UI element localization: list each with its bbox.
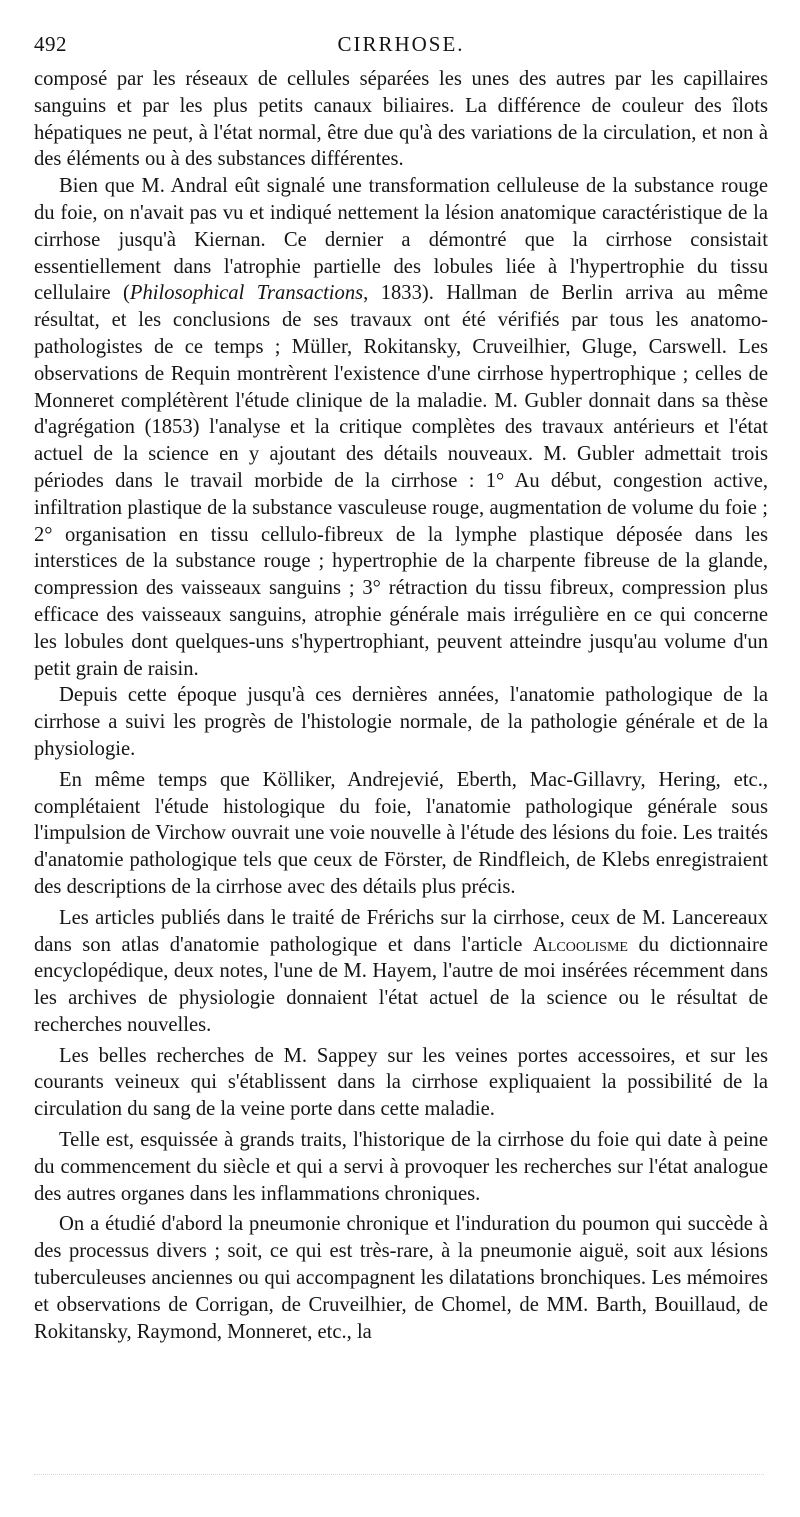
page-number: 492: [34, 32, 67, 56]
paragraph-6: Les belles recherches de M. Sappey sur les veines portes accessoires, et sur les courants veineux qui s'établissent dans la cirrhose expliquaient la possibilité de la circulation du sang de la veine porte dans cette maladie.: [34, 1044, 768, 1121]
paragraph-5: [34, 905, 768, 1039]
paragraph-5-text-b: du dictionnaire encyclopédique, deux notes, l'une de M. Hayem, l'autre de moi insérées récemment dans les archives de physiologie donnaient l'état actuel de la science ou le résultat de recherches nouvelles.: [34, 933, 768, 1036]
paragraph-4: En même temps que Kölliker, Andrejevié, Eberth, Mac-Gillavry, Hering, etc., complétaient l'étude histologique du foie, l'anatomie pathologique générale sous l'impulsion de Virchow ouvrait une voie nouvelle à l'étude des lésions du foie. Les traités d'anatomie pathologique tels que ceux de Förster, de Rindfleich, de Klebs enregistraient des descriptions de la cirrhose avec des détails plus précis.: [34, 768, 768, 898]
cited-journal-title: Philosophical Transactions: [129, 282, 364, 305]
running-title: CIRRHOSE.: [337, 32, 465, 56]
page-header: [34, 28, 768, 62]
paragraph-2-text-a: Bien que M. Andral eût signalé une transformation celluleuse de la substance rouge du foie, on n'avait pas vu et indiqué nettement la lésion anatomique caractéristique de la cirrhose jusqu'à Kiernan. Ce dernier a démontré que la cirrhose consistait essentiellement dans l'atrophie partielle des lobules liée à l'hypertrophie du tissu cellulaire (: [34, 175, 768, 305]
book-page: [34, 28, 768, 1345]
body-text: [34, 66, 768, 1345]
paragraph-7: Telle est, esquissée à grands traits, l'historique de la cirrhose du foie qui date à peine du commencement du siècle et qui a servi à provoquer les recherches sur l'état analogue des autres organes dans les inflammations chroniques.: [34, 1129, 768, 1205]
paragraph-1: composé par les réseaux de cellules séparées les unes des autres par les capillaires sanguins et par les plus petits canaux biliaires. La différence de couleur des îlots hépatiques ne peut, à l'état normal, être due qu'à des variations de la circulation, et non à des éléments ou à des substances différentes.: [34, 68, 768, 171]
scan-specks: [34, 1474, 764, 1479]
paragraph-8: On a étudié d'abord la pneumonie chronique et l'induration du poumon qui succède à des processus divers ; soit, ce qui est très-rare, à la pneumonie aiguë, soit aux lésions tuberculeuses anciennes ou qui accompagnent les dilatations bronchiques. Les mémoires et observations de Corrigan, de Cruveilhier, de Chomel, de MM. Barth, Bouillaud, de Rokitansky, Raymond, Monneret, etc., la: [34, 1213, 768, 1343]
paragraph-2-text-b: , 1833). Hallman de Berlin arriva au même résultat, et les conclusions de ses travaux ont été vérifiés par tous les anatomo-pathologistes de ce temps ; Müller, Rokitansky, Cruveilhier, Gluge, Carswell. Les observations de Requin montrèrent l'existence d'une cirrhose hypertrophique ; celles de Monneret complétèrent l'étude clinique de la maladie. M. Gubler donnait dans sa thèse d'agrégation (1853) l'analyse et la critique complètes des travaux antérieurs et l'état actuel de la science en y ajoutant des détails nouveaux. M. Gubler admettait trois périodes dans le travail morbide de la cirrhose : 1° Au début, congestion active, infiltration plastique de la substance vasculeuse rouge, augmentation de volume du foie ; 2° organisation en tissu cellulo-fibreux de la lymphe plastique déposée dans les interstices de la substance rouge ; hypertrophie de la charpente fibreuse de la glande, compression des vaisseaux sanguins ; 3° rétraction du tissu fibreux, compression plus efficace des vaisseaux sanguins, atrophie générale mais irrégulière en ce qui concerne les lobules dont quelques-uns s'hypertrophiant, peuvent atteindre jusqu'au volume d'un petit grain de raisin.: [34, 282, 768, 680]
paragraph-2: [34, 173, 768, 682]
paragraph-3: Depuis cette époque jusqu'à ces dernières années, l'anatomie pathologique de la cirrhose a suivi les progrès de l'histologie normale, de la pathologie générale et de la physiologie.: [34, 684, 768, 760]
small-caps-term: Alcoolisme: [532, 933, 628, 956]
paragraph-5-text-a: Les articles publiés dans le traité de Frérichs sur la cirrhose, ceux de M. Lancereaux dans son atlas d'anatomie pathologique et dans l'article: [34, 906, 768, 956]
